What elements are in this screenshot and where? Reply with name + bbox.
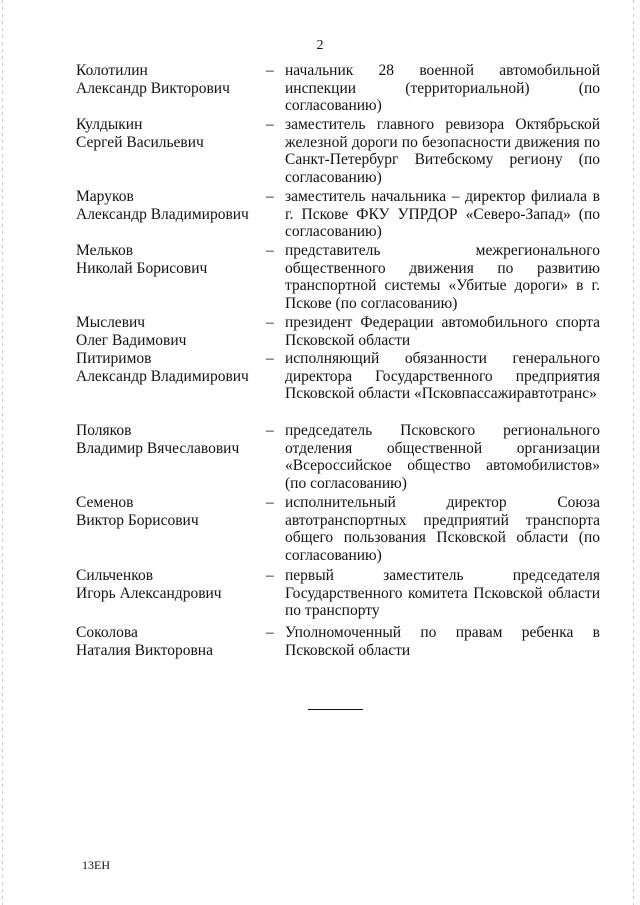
member-name [76, 624, 266, 659]
member-surname: Мельков [76, 242, 134, 259]
member-given-names: Сергей Васильевич [76, 133, 204, 151]
member-role: заместитель начальника – директор филиала в г. Пскове ФКУ УПРДОР «Северо-Запад» (по согласованию) [285, 188, 600, 241]
member-name [76, 188, 266, 223]
scan-edge-left [2, 0, 3, 905]
member-surname: Питиримов [76, 350, 152, 367]
member-given-names: Игорь Александрович [76, 584, 222, 602]
member-role: первый заместитель председателя Государственного комитета Псковской области по транспорту [285, 567, 600, 620]
member-given-names: Олег Вадимович [76, 331, 187, 349]
member-surname: Маруков [76, 188, 134, 205]
member-role: исполнительный директор Союза автотранспортных предприятий транспорта общего пользования Псковской области (по согласованию) [285, 494, 600, 564]
member-role: Уполномоченный по правам ребенка в Псковской области [285, 624, 600, 659]
member-surname: Соколова [76, 624, 138, 641]
member-given-names: Николай Борисович [76, 259, 208, 277]
page-number: 2 [316, 38, 324, 53]
dash-separator: – [266, 350, 274, 367]
closing-rule [308, 709, 363, 710]
dash-separator: – [266, 314, 274, 331]
member-name [76, 350, 266, 385]
dash-separator: – [266, 116, 274, 133]
dash-separator: – [266, 242, 274, 259]
member-surname: Сильченков [76, 567, 154, 584]
member-role: представитель межрегионального общественного движения по развитию транспортной системы «Убитые дороги» в г. Пскове (по согласованию) [285, 242, 600, 312]
dash-separator: – [266, 494, 274, 511]
member-role: начальник 28 военной автомобильной инспекции (территориальной) (по согласованию) [285, 62, 600, 115]
dash-separator: – [266, 422, 274, 439]
member-surname: Семенов [76, 494, 134, 511]
dash-separator: – [266, 624, 274, 641]
member-given-names: Александр Владимирович [76, 205, 249, 223]
dash-separator: – [266, 62, 274, 79]
member-role: председатель Псковского регионального отделения общественной организации «Всероссийское общество автомобилистов» (по согласованию) [285, 422, 600, 492]
member-given-names: Владимир Вячеславович [76, 439, 240, 457]
member-role: президент Федерации автомобильного спорта Псковской области [285, 314, 600, 349]
scan-edge-right [633, 0, 634, 905]
member-surname: Мыслевич [76, 314, 146, 331]
member-name [76, 116, 266, 151]
member-name [76, 567, 266, 602]
member-name [76, 62, 266, 97]
member-surname: Кулдыкин [76, 116, 143, 133]
member-surname: Колотилин [76, 62, 148, 79]
member-given-names: Александр Викторович [76, 79, 230, 97]
member-role: заместитель главного ревизора Октябрьской железной дороги по безопасности движения по Санкт-Петербург Витебскому региону (по согласованию) [285, 116, 600, 186]
member-given-names: Александр Владимирович [76, 367, 249, 385]
member-name [76, 494, 266, 529]
dash-separator: – [266, 567, 274, 584]
dash-separator: – [266, 188, 274, 205]
footer-code: 13ЕН [82, 858, 110, 872]
member-surname: Поляков [76, 422, 132, 439]
member-name [76, 242, 266, 277]
member-given-names: Наталия Викторовна [76, 641, 213, 659]
member-given-names: Виктор Борисович [76, 511, 199, 529]
member-role: исполняющий обязанности генерального директора Государственного предприятия Псковской области «Псковпассажиравтотранс» [285, 350, 600, 403]
member-name [76, 314, 266, 349]
member-name [76, 422, 266, 457]
